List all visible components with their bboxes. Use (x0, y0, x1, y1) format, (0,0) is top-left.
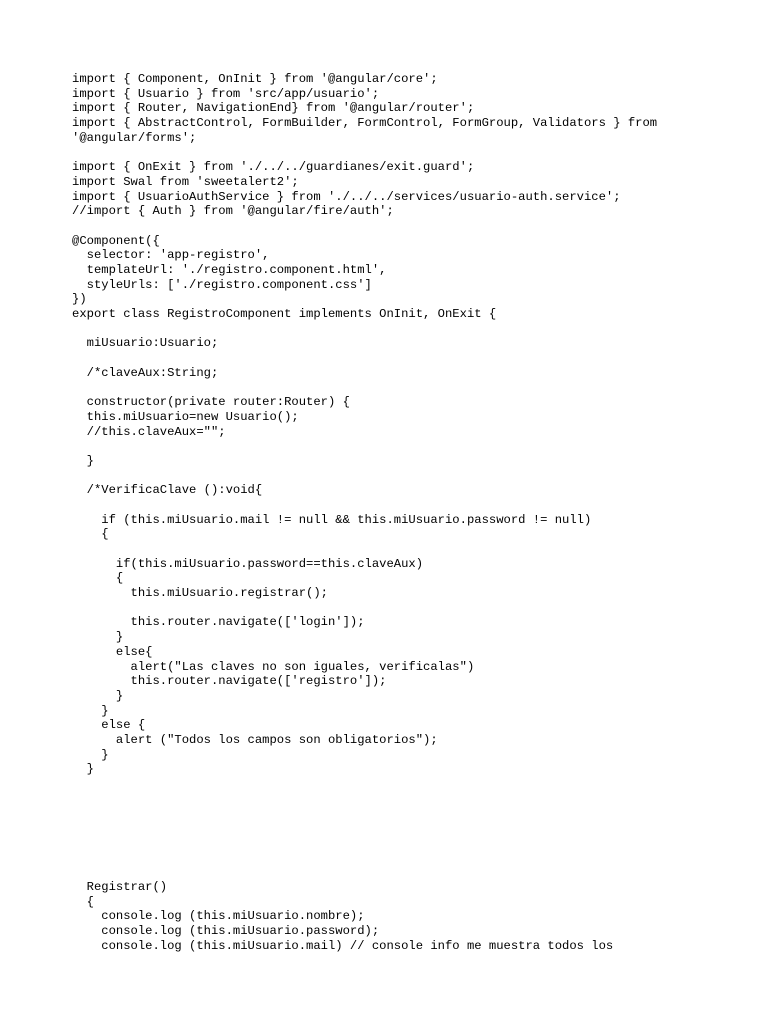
code-line: } (72, 703, 109, 718)
code-line: import { UsuarioAuthService } from './../../services/usuario-auth.service'; (72, 189, 621, 204)
code-line: templateUrl: './registro.component.html', (72, 262, 387, 277)
code-line: console.log (this.miUsuario.password); (72, 923, 380, 938)
code-line: this.router.navigate(['registro']); (72, 674, 387, 689)
code-line: this.miUsuario=new Usuario(); (72, 409, 299, 424)
code-line: else{ (72, 644, 153, 659)
code-line (72, 850, 732, 865)
code-line: } (72, 747, 109, 762)
code-line: @Component({ (72, 233, 160, 248)
code-line (72, 792, 732, 807)
code-line (72, 322, 732, 337)
code-line: { (72, 894, 94, 909)
code-line (72, 542, 732, 557)
code-line: import { Router, NavigationEnd} from '@angular/router'; (72, 101, 475, 116)
code-line: if (this.miUsuario.mail != null && this.miUsuario.password != null) (72, 512, 592, 527)
code-line: //this.claveAux=""; (72, 424, 226, 439)
code-line: import { AbstractControl, FormBuilder, FormControl, FormGroup, Validators } from (72, 116, 658, 131)
code-line: this.router.navigate(['login']); (72, 615, 365, 630)
code-line (72, 219, 732, 234)
code-line: console.log (this.miUsuario.nombre); (72, 909, 365, 924)
code-line: miUsuario:Usuario; (72, 336, 219, 351)
code-line: { (72, 571, 124, 586)
code-line: '@angular/forms'; (72, 130, 197, 145)
code-line: if(this.miUsuario.password==this.claveAux) (72, 556, 424, 571)
code-line (72, 469, 732, 484)
code-line: console.log (this.miUsuario.mail) // console info me muestra todos los (72, 938, 614, 953)
code-line: //import { Auth } from '@angular/fire/auth'; (72, 204, 394, 219)
code-line: constructor(private router:Router) { (72, 395, 350, 410)
code-line: { (72, 527, 109, 542)
code-line: styleUrls: ['./registro.component.css'] (72, 277, 372, 292)
code-line (72, 498, 732, 513)
code-line: } (72, 630, 124, 645)
code-line: import { OnExit } from './../../guardianes/exit.guard'; (72, 160, 475, 175)
code-line: } (72, 688, 124, 703)
code-line (72, 380, 732, 395)
code-line (72, 351, 732, 366)
code-line: /*VerificaClave ():void{ (72, 483, 263, 498)
code-line: else { (72, 718, 146, 733)
code-line: Registrar() (72, 879, 168, 894)
code-line (72, 601, 732, 616)
code-line (72, 806, 732, 821)
code-line: this.miUsuario.registrar(); (72, 586, 328, 601)
code-line: selector: 'app-registro', (72, 248, 270, 263)
code-line (72, 145, 732, 160)
code-line: }) (72, 292, 87, 307)
code-line: import { Component, OnInit } from '@angular/core'; (72, 72, 438, 86)
code-line (72, 836, 732, 851)
code-line (72, 865, 732, 880)
code-line: import { Usuario } from 'src/app/usuario'; (72, 86, 380, 101)
code-line: /*claveAux:String; (72, 365, 219, 380)
code-line: } (72, 762, 94, 777)
code-line: alert ("Todos los campos son obligatorios"); (72, 732, 438, 747)
code-listing (72, 72, 732, 953)
code-line: } (72, 453, 94, 468)
code-line (72, 821, 732, 836)
code-line: export class RegistroComponent implements OnInit, OnExit { (72, 307, 497, 321)
code-line: import Swal from 'sweetalert2'; (72, 174, 299, 189)
code-line (72, 439, 732, 454)
code-line (72, 777, 732, 792)
code-line: alert("Las claves no son iguales, verificalas") (72, 659, 475, 674)
